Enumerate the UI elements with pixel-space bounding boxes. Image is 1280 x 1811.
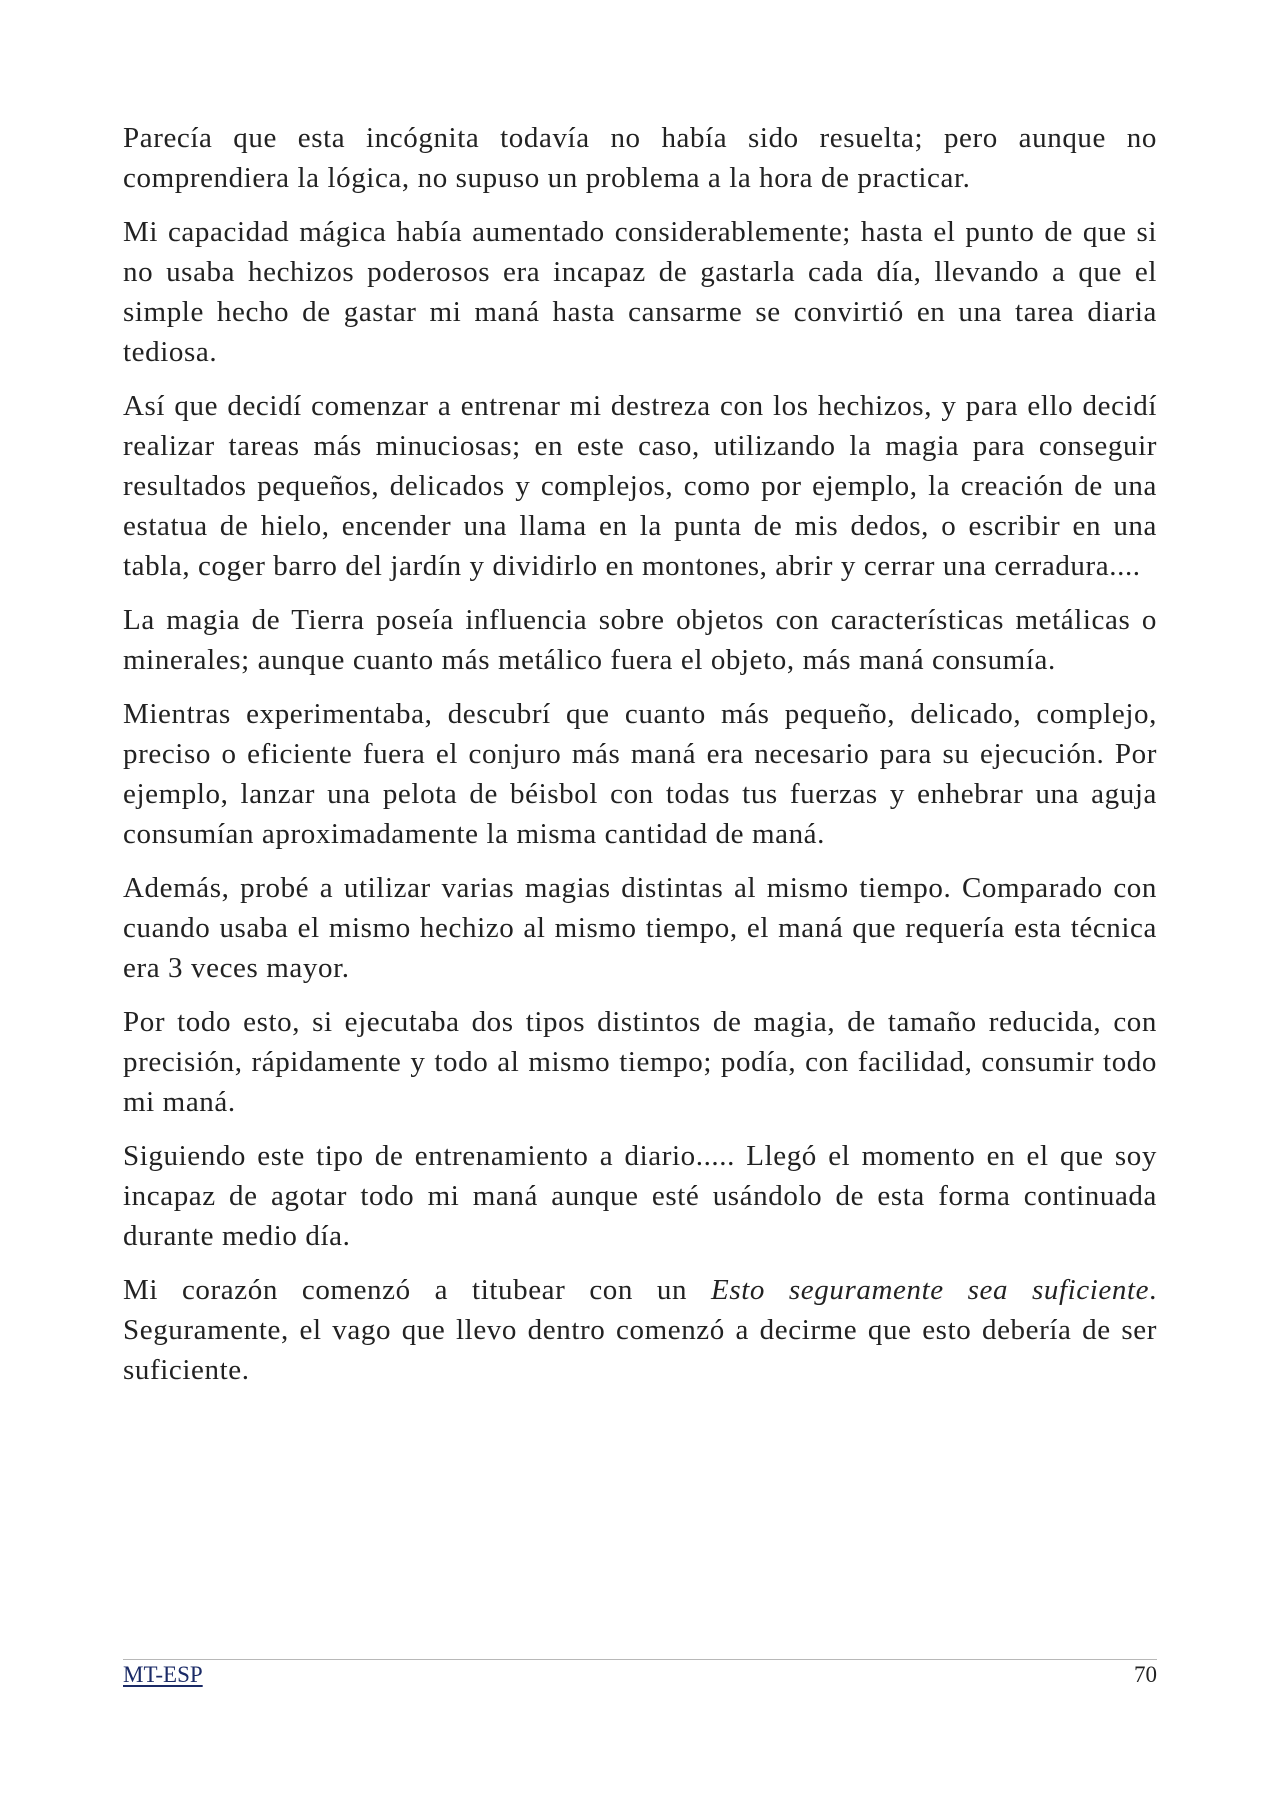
paragraph-9 [123,1270,1157,1390]
paragraph-9-start: Mi corazón comenzó a titubear con un [123,1274,712,1306]
page-number: 70 [1134,1662,1157,1687]
paragraph-6: Además, probé a utilizar varias magias distintas al mismo tiempo. Comparado con cuando usaba el mismo hechizo al mismo tiempo, el maná que requería esta técnica era 3 veces mayor. [123,872,1157,984]
paragraph-7: Por todo esto, si ejecutaba dos tipos distintos de magia, de tamaño reducida, con precisión, rápidamente y todo al mismo tiempo; podía, con facilidad, consumir todo mi maná. [123,1006,1157,1118]
paragraph-3: Así que decidí comenzar a entrenar mi destreza con los hechizos, y para ello decidí realizar tareas más minuciosas; en este caso, utilizando la magia para conseguir resultados pequeños, delicados y complejos, como por ejemplo, la creación de una estatua de hielo, encender una llama en la punta de mis dedos, o escribir en una tabla, coger barro del jardín y dividirlo en montones, abrir y cerrar una cerradura.... [123,390,1157,582]
paragraph-5: Mientras experimentaba, descubrí que cuanto más pequeño, delicado, complejo, preciso o eficiente fuera el conjuro más maná era necesario para su ejecución. Por ejemplo, lanzar una pelota de béisbol con todas tus fuerzas y enhebrar una aguja consumían aproximadamente la misma cantidad de maná. [123,698,1157,850]
paragraph-2: Mi capacidad mágica había aumentado considerablemente; hasta el punto de que si no usaba hechizos poderosos era incapaz de gastarla cada día, llevando a que el simple hecho de gastar mi maná hasta cansarme se convirtió en una tarea diaria tediosa. [123,216,1157,368]
footer-divider [123,1659,1157,1660]
paragraph-9-end: . Seguramente, el vago que llevo dentro comenzó a decirme que esto debería de ser suficiente. [123,1274,1157,1386]
footer-link[interactable]: MT-ESP [123,1662,203,1687]
paragraph-4: La magia de Tierra poseía influencia sobre objetos con características metálicas o minerales; aunque cuanto más metálico fuera el objeto, más maná consumía. [123,604,1157,676]
body-text [123,118,1157,1404]
italic-phrase: Esto seguramente sea suficiente [711,1274,1150,1306]
paragraph-8: Siguiendo este tipo de entrenamiento a diario..... Llegó el momento en el que soy incapaz de agotar todo mi maná aunque esté usándolo de esta forma continuada durante medio día. [123,1140,1157,1252]
paragraph-1: Parecía que esta incógnita todavía no había sido resuelta; pero aunque no comprendiera la lógica, no supuso un problema a la hora de practicar. [123,122,1157,194]
